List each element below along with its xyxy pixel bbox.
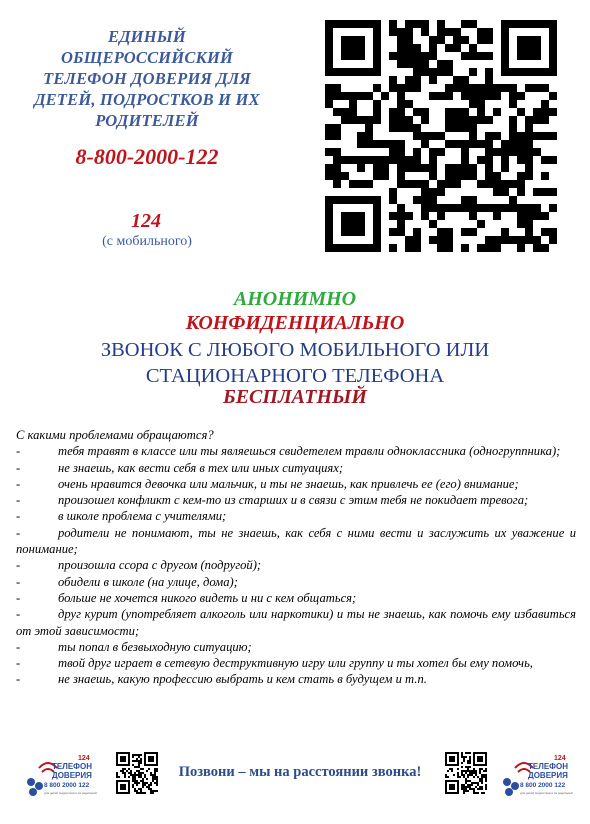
logo-line1: ТЕЛЕФОН <box>52 762 92 771</box>
qr-code-icon <box>325 20 557 252</box>
slogan-anonymous: АНОНИМНО <box>233 288 357 310</box>
list-item: - произошла ссора с другом (подругой); <box>16 558 262 573</box>
list-item: - не знаешь, какую профессию выбрать и кем стать в будущем и т.п. <box>16 672 427 687</box>
footer-slogan: Позвони – мы на расстоянии звонка! <box>178 764 422 780</box>
hands-phone-logo-icon <box>22 752 97 800</box>
list-item: - не знаешь, как вести себя в тех или иных ситуациях; <box>16 460 344 475</box>
list-item: - в школе проблема с учителями; <box>16 509 227 524</box>
slogan-confidential: КОНФИДЕНЦИАЛЬНО <box>185 312 405 334</box>
logo-number: 124 <box>554 755 566 762</box>
list-item: - родители не понимают, ты не знаешь, как себя с ними вести и заслужить их уважение и понимание; <box>16 525 576 557</box>
hands-phone-logo-icon <box>498 752 573 800</box>
list-item: - ты попал в безвыходную ситуацию; <box>16 639 252 654</box>
logo-line2: ДОВЕРИЯ <box>52 771 92 780</box>
short-number-note: (с мобильного) <box>102 234 192 249</box>
slogan-call-line: СТАЦИОНАРНОГО ТЕЛЕФОНА <box>145 365 445 387</box>
list-item: - больше не хочется никого видеть и ни с кем общаться; <box>16 590 357 605</box>
main-phone-number: 8-800-2000-122 <box>75 144 219 169</box>
title-line: ДЕТЕЙ, ПОДРОСТКОВ И ИХ <box>34 90 260 109</box>
list-item: - очень нравится девочка или мальчик, и ты не знаешь, как привлечь ее (его) внимание; <box>16 476 519 491</box>
list-item: - друг курит (употребляет алкоголь или наркотики) и ты не знаешь, как помочь ему избавиться от этой зависимости; <box>16 607 576 638</box>
qr-code-icon <box>445 752 487 794</box>
title-line: ЕДИНЫЙ ОБЩЕРОССИЙСКИЙ <box>60 27 234 67</box>
problems-list <box>16 427 576 688</box>
short-number: 124 <box>131 210 161 232</box>
slogan-call-line: ЗВОНОК С ЛЮБОГО МОБИЛЬНОГО ИЛИ <box>100 339 490 361</box>
list-item: - обидели в школе (на улице, дома); <box>16 574 238 589</box>
problems-intro: С какими проблемами обращаются? <box>16 428 214 442</box>
logo-line2: ДОВЕРИЯ <box>528 771 568 780</box>
slogan-call <box>0 337 590 389</box>
logo-phone: 8 800 2000 122 <box>520 782 566 789</box>
hotline-title <box>22 26 272 131</box>
slogan-free: БЕСПЛАТНЫЙ <box>223 386 367 408</box>
logo-line1: ТЕЛЕФОН <box>528 762 568 771</box>
title-line: ТЕЛЕФОН ДОВЕРИЯ ДЛЯ <box>43 69 251 88</box>
title-line: РОДИТЕЛЕЙ <box>95 111 199 130</box>
list-item: - тебя травят в классе или ты являешься свидетелем травли одноклассника (одногруппника); <box>16 444 561 459</box>
logo-phone: 8 800 2000 122 <box>44 782 90 789</box>
logo-number: 124 <box>78 755 90 762</box>
list-item: - твой друг играет в сетевую деструктивную игру или группу и ты хотел бы ему помочь, <box>16 656 533 671</box>
logo-tagline: для детей подростков и их родителей <box>520 791 573 795</box>
logo-tagline: для детей подростков и их родителей <box>44 791 97 795</box>
list-item: - произошел конфликт с кем-то из старших и в связи с этим тебя не покидает тревога; <box>16 493 529 508</box>
qr-code-icon <box>116 752 158 794</box>
